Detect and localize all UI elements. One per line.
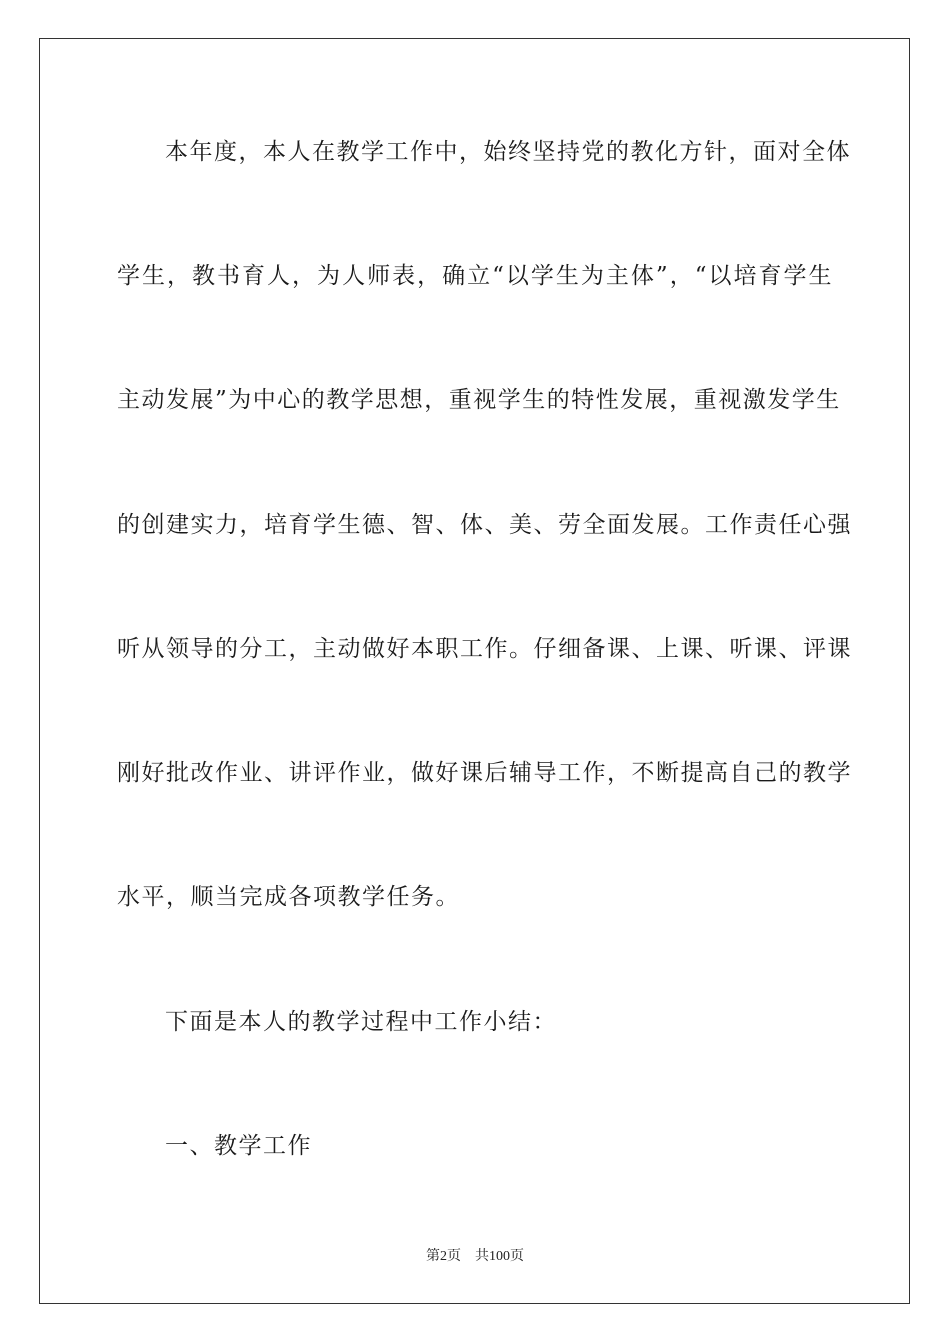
page-footer [0,1248,950,1266]
paragraph-line: 听从领导的分工，主动做好本职工作。仔细备课、上课、听课、评课 [117,636,852,662]
paragraph-line: 学生，教书育人，为人师表，确立“以学生为主体”，“以培育学生 [117,263,833,289]
section-heading: 一、教学工作 [165,1133,312,1159]
paragraph-line: 本年度，本人在教学工作中，始终坚持党的教化方针，面对全体 [165,139,851,165]
page-number-total: 共100页 [475,1249,524,1264]
paragraph-line: 刚好批改作业、讲评作业，做好课后辅导工作，不断提高自己的教学 [117,760,852,786]
paragraph-line: 的创建实力，培育学生德、智、体、美、劳全面发展。工作责任心强 [117,512,852,538]
page-number-current: 第2页 [426,1249,461,1264]
paragraph-line: 水平，顺当完成各项教学任务。 [117,884,460,910]
paragraph-line: 主动发展”为中心的教学思想，重视学生的特性发展，重视激发学生 [117,387,841,413]
paragraph-intro: 下面是本人的教学过程中工作小结： [165,1009,557,1035]
page-border [39,38,910,1304]
